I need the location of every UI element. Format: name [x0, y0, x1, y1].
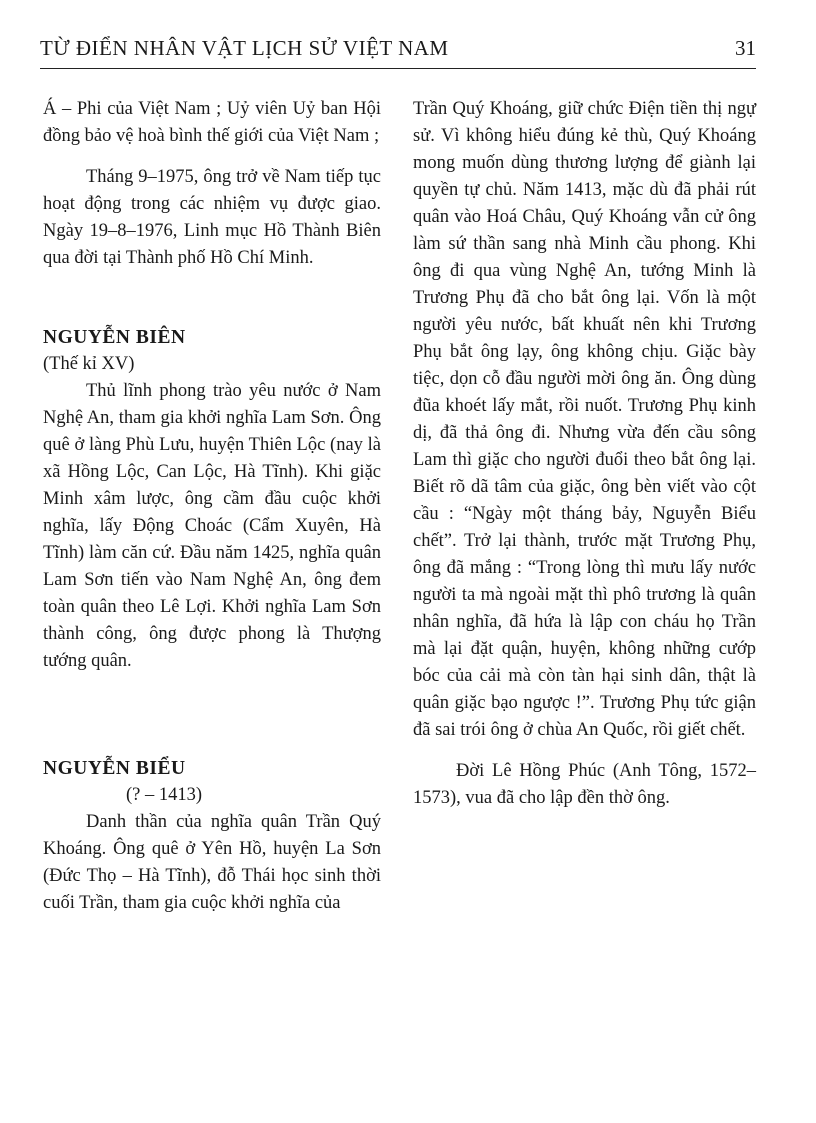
entry-heading: NGUYỄN BIÊN — [43, 327, 186, 348]
continuation-paragraph: Á – Phi của Việt Nam ; Uỷ viên Uỷ ban Hội đồng bảo vệ hoà bình thế giới của Việt Nam ; — [43, 99, 381, 146]
entry-era: (Thế kỉ XV) — [43, 354, 135, 374]
closing-paragraph: Đời Lê Hồng Phúc (Anh Tông, 1572–1573), vua đã cho lập đền thờ ông. — [413, 761, 756, 808]
left-column — [43, 96, 381, 917]
book-title: TỪ ĐIỂN NHÂN VẬT LỊCH SỬ VIỆT NAM — [40, 36, 449, 60]
entry-body: Thủ lĩnh phong trào yêu nước ở Nam Nghệ An, tham gia khởi nghĩa Lam Sơn. Ông quê ở làng Phù Lưu, huyện Thiên Lộc (nay là xã Hồng Lộc, Can Lộc, Hà Tĩnh). Khi giặc Minh xâm lược, ông cầm đầu cuộc khởi nghĩa, lấy Động Choác (Cẩm Xuyên, Hà Tĩnh) làm căn cứ. Đầu năm 1425, nghĩa quân Lam Sơn tiến vào Nam Nghệ An, ông đem toàn quân theo Lê Lợi. Khởi nghĩa Lam Sơn thành công, ông được phong là Thượng tướng quân. — [43, 381, 381, 671]
entry-body: Danh thần của nghĩa quân Trần Quý Khoáng. Ông quê ở Yên Hồ, huyện La Sơn (Đức Thọ – Hà Tĩnh), đỗ Thái học sinh thời cuối Trần, tham gia cuộc khởi nghĩa của — [43, 812, 381, 913]
right-column — [413, 96, 756, 812]
entry-body-continued: Trần Quý Khoáng, giữ chức Điện tiền thị ngự sử. Vì không hiểu đúng kẻ thù, Quý Khoáng mong muốn dùng thương lượng để giành lại quyền tự chủ. Năm 1413, mặc dù đã phải rút quân vào Hoá Châu, Quý Khoáng vẫn cử ông làm sứ thần sang nhà Minh cầu phong. Khi ông đi qua vùng Nghệ An, tướng Minh là Trương Phụ đã cho bắt ông lại. Vốn là một người yêu nước, bất khuất nên khi Trương Phụ bắt ông lạy, ông không chịu. Giặc bày tiệc, dọn cỗ đầu người mời ông ăn. Ông dùng đũa khoét lấy mắt, rồi nuốt. Trương Phụ kinh dị, đã thả ông đi. Nhưng vừa đến cầu sông Lam thì giặc cho người đuổi theo bắt ông lại. Biết rõ dã tâm của giặc, ông bèn viết vào cột cầu : “Ngày một tháng bảy, Nguyễn Biểu chết”. Trở lại thành, trước mặt Trương Phụ, ông đã mắng : “Trong lòng thì mưu lấy nước người ta mà ngoài mặt thì phô trương là quân nhân nghĩa, đã hứa là lập con cháu họ Trần mà lại đặt quận, huyện, không những cướp bóc của cải mà còn tàn hại sinh dân, thật là quân giặc bạo ngược !”. Trương Phụ tức giận đã sai trói ông ở chùa An Quốc, rồi giết chết. — [413, 99, 756, 740]
page-number: 31 — [735, 36, 756, 60]
entry-heading: NGUYỄN BIỂU — [43, 758, 186, 779]
entry-era: (? – 1413) — [126, 785, 203, 805]
running-header — [40, 36, 756, 69]
continuation-paragraph-2: Tháng 9–1975, ông trở về Nam tiếp tục hoạt động trong các nhiệm vụ được giao. Ngày 19–8–1976, Linh mục Hồ Thành Biên qua đời tại Thành phố Hồ Chí Minh. — [43, 167, 381, 268]
